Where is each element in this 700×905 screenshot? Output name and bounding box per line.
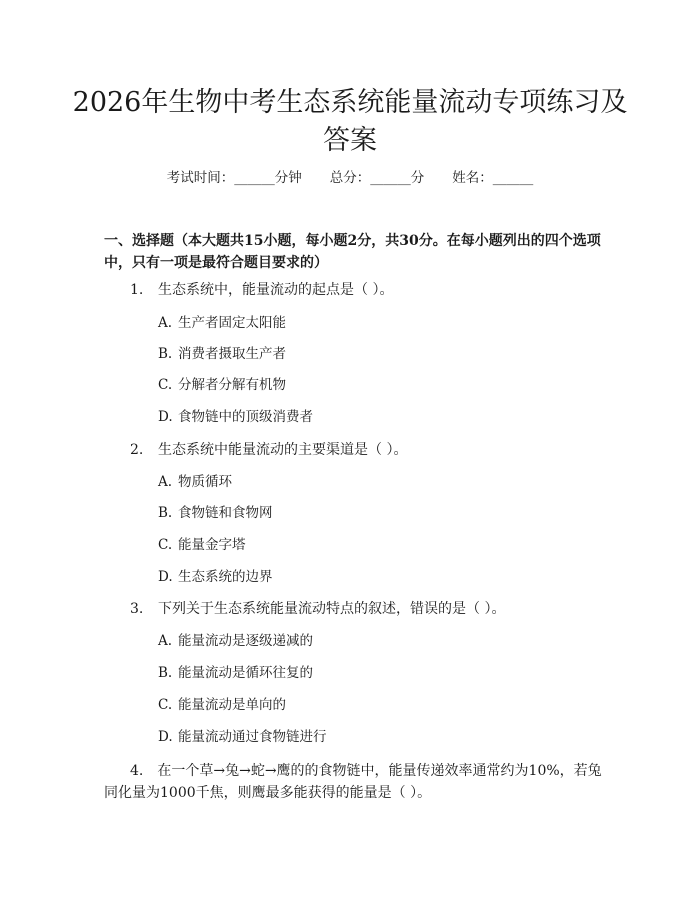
question-4 [104, 760, 614, 804]
option-letter: B. [158, 346, 173, 362]
option-2a [158, 472, 598, 492]
question-number: 1. [130, 282, 144, 298]
option-2b [158, 503, 598, 523]
exam-total-score: 总分：______分 [329, 170, 425, 186]
option-3d [158, 727, 598, 747]
option-2d [158, 567, 598, 587]
option-text: 能量流动通过食物链进行 [178, 729, 327, 745]
option-letter: B. [158, 505, 173, 521]
option-letter: D. [158, 729, 173, 745]
option-1c [158, 375, 598, 395]
option-letter: C. [158, 697, 173, 713]
document-title: 2026年生物中考生态系统能量流动专项练习及答案 [72, 87, 628, 156]
option-letter: D. [158, 569, 173, 585]
option-letter: A. [158, 633, 173, 649]
option-text: 物质循环 [178, 474, 232, 490]
section-heading: 一、选择题（本大题共15小题，每小题2分，共30分。在每小题列出的四个选项中，只有一项是最符合题目要求的） [104, 233, 601, 271]
option-letter: D. [158, 409, 173, 425]
question-number: 3. [130, 601, 144, 617]
exam-time: 考试时间：______分钟 [166, 170, 302, 186]
option-2c [158, 535, 598, 555]
question-2 [130, 440, 610, 460]
option-text: 能量流动是循环往复的 [178, 665, 313, 681]
question-number: 2. [130, 442, 144, 458]
option-text: 食物链和食物网 [178, 505, 273, 521]
question-text: 生态系统中，能量流动的起点是（ ）。 [158, 282, 394, 298]
option-text: 分解者分解有机物 [178, 377, 286, 393]
option-1b [158, 344, 598, 364]
question-text: 在一个草→兔→蛇→鹰的的食物链中，能量传递效率通常约为10%，若兔同化量为1000千焦，则鹰最多能获得的能量是（ ）。 [104, 763, 602, 801]
option-text: 生产者固定太阳能 [178, 315, 286, 331]
question-1 [130, 280, 610, 300]
option-3c [158, 695, 598, 715]
option-text: 生态系统的边界 [178, 569, 273, 585]
option-3a [158, 631, 598, 651]
option-3b [158, 663, 598, 683]
exam-info-line [0, 168, 700, 188]
option-text: 食物链中的顶级消费者 [178, 409, 313, 425]
option-1a [158, 313, 598, 333]
option-text: 消费者摄取生产者 [178, 346, 286, 362]
option-letter: A. [158, 315, 173, 331]
question-text: 下列关于生态系统能量流动特点的叙述，错误的是（ ）。 [158, 601, 506, 617]
option-1d [158, 407, 598, 427]
option-text: 能量流动是单向的 [178, 697, 286, 713]
option-letter: C. [158, 377, 173, 393]
question-text: 生态系统中能量流动的主要渠道是（ ）。 [158, 442, 408, 458]
option-text: 能量流动是逐级递减的 [178, 633, 313, 649]
question-3 [130, 599, 610, 619]
option-letter: C. [158, 537, 173, 553]
option-letter: B. [158, 665, 173, 681]
option-text: 能量金字塔 [178, 537, 246, 553]
option-letter: A. [158, 474, 173, 490]
question-number: 4. [130, 763, 144, 779]
exam-name: 姓名：______ [452, 170, 534, 186]
